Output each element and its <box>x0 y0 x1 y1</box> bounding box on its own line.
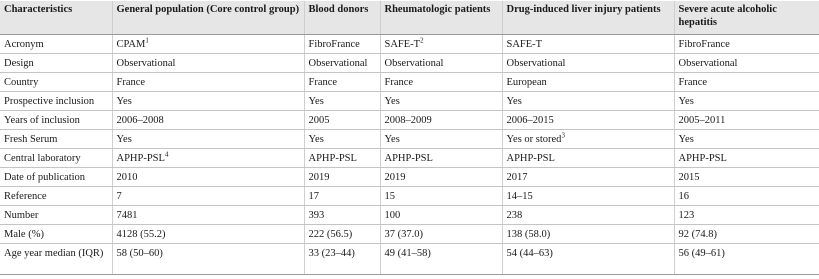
table-cell <box>380 224 502 243</box>
cell-value: 100 <box>384 209 401 221</box>
table-cell <box>112 129 304 148</box>
cell-value: Yes <box>384 95 400 107</box>
cell-value: Yes <box>116 95 132 107</box>
header-rheumatologic-patients: Rheumatologic patients <box>380 1 502 34</box>
table-row <box>0 91 819 110</box>
table-cell <box>380 110 502 129</box>
table-cell <box>304 205 380 224</box>
cell-value: 2005 <box>308 114 330 126</box>
table-cell <box>304 186 380 205</box>
header-general-population: General population (Core control group) <box>112 1 304 34</box>
table-cell <box>502 148 674 167</box>
table-cell <box>112 167 304 186</box>
cell-value: FibroFrance <box>308 38 360 50</box>
cell-value: 2006–2008 <box>116 114 164 126</box>
cell-value: Yes <box>506 95 522 107</box>
row-label: Prospective inclusion <box>0 91 112 110</box>
cell-value: 4128 (55.2) <box>116 228 166 240</box>
cell-value: 222 (56.5) <box>308 228 353 240</box>
table-row <box>0 72 819 91</box>
table-row <box>0 53 819 72</box>
cell-value: Yes <box>308 95 324 107</box>
table-cell <box>674 224 819 243</box>
cell-value: 2019 <box>384 171 406 183</box>
table-cell <box>304 167 380 186</box>
footnote-marker: 1 <box>145 36 149 44</box>
cell-value: Yes <box>384 133 400 145</box>
table-cell <box>674 72 819 91</box>
cell-value: 7 <box>116 190 122 202</box>
row-label: Age year median (IQR) <box>0 243 112 274</box>
cell-value: European <box>506 76 547 88</box>
table-cell <box>502 243 674 274</box>
row-label: Central laboratory <box>0 148 112 167</box>
table-cell <box>380 91 502 110</box>
row-label: Date of publication <box>0 167 112 186</box>
table-cell <box>112 186 304 205</box>
cell-value: 56 (49–61) <box>678 247 725 259</box>
footnote-marker: 3 <box>561 131 565 139</box>
cell-value: France <box>384 76 414 88</box>
table-cell <box>674 91 819 110</box>
table-cell <box>674 34 819 53</box>
cell-value: 7481 <box>116 209 138 221</box>
cell-value: Yes <box>116 133 132 145</box>
cell-value: Observational <box>116 57 176 69</box>
table-body <box>0 34 819 274</box>
cell-value: France <box>308 76 338 88</box>
table-cell <box>674 167 819 186</box>
table-cell <box>112 148 304 167</box>
table-cell <box>674 148 819 167</box>
table-cell <box>304 91 380 110</box>
table-cell <box>502 53 674 72</box>
table-cell <box>304 53 380 72</box>
cell-value: Yes <box>678 133 694 145</box>
footnote-marker: 4 <box>164 150 169 158</box>
cell-value: Observational <box>506 57 566 69</box>
cell-value: 238 <box>506 209 523 221</box>
table-row <box>0 148 819 167</box>
row-label: Country <box>0 72 112 91</box>
table-row <box>0 129 819 148</box>
cell-value: Yes <box>678 95 694 107</box>
row-label: Reference <box>0 186 112 205</box>
cell-value: Observational <box>308 57 368 69</box>
table-cell <box>674 110 819 129</box>
table-cell <box>304 224 380 243</box>
cell-value: 2017 <box>506 171 528 183</box>
cell-value: 138 (58.0) <box>506 228 551 240</box>
table-cell <box>112 91 304 110</box>
table-cell <box>380 167 502 186</box>
row-label: Years of inclusion <box>0 110 112 129</box>
table-cell <box>380 72 502 91</box>
cell-value: Observational <box>678 57 738 69</box>
table-cell <box>674 205 819 224</box>
table-cell <box>502 167 674 186</box>
header-blood-donors: Blood donors <box>304 1 380 34</box>
cell-value: APHP-PSL <box>308 152 357 164</box>
characteristics-table <box>0 1 819 275</box>
table-cell <box>112 72 304 91</box>
header-severe-acute-alcoholic-hepatitis: Severe acute alcoholic hepatitis <box>674 1 819 34</box>
cell-value: APHP-PSL <box>678 152 727 164</box>
table-cell <box>112 224 304 243</box>
table-cell <box>674 243 819 274</box>
cell-value: 16 <box>678 190 689 202</box>
table-cell <box>112 205 304 224</box>
table-row <box>0 186 819 205</box>
table-row <box>0 205 819 224</box>
table-cell <box>502 72 674 91</box>
table-cell <box>502 205 674 224</box>
cell-value: France <box>116 76 146 88</box>
table-cell <box>112 53 304 72</box>
cell-value: Observational <box>384 57 444 69</box>
cell-value: APHP-PSL <box>116 152 165 164</box>
cell-value: France <box>678 76 708 88</box>
cell-value: 2010 <box>116 171 138 183</box>
table-row <box>0 167 819 186</box>
cell-value: SAFE-T <box>384 38 421 50</box>
cell-value: FibroFrance <box>678 38 730 50</box>
cell-value: 58 (50–60) <box>116 247 163 259</box>
header-characteristics: Characteristics <box>0 1 112 34</box>
table-cell <box>674 186 819 205</box>
table-cell <box>380 34 502 53</box>
table-cell <box>380 129 502 148</box>
row-label: Fresh Serum <box>0 129 112 148</box>
table-cell <box>112 34 304 53</box>
cell-value: 15 <box>384 190 395 202</box>
cell-value: 2006–2015 <box>506 114 554 126</box>
table-cell <box>304 72 380 91</box>
cell-value: 33 (23–44) <box>308 247 355 259</box>
table-cell <box>112 110 304 129</box>
table-cell <box>502 91 674 110</box>
cell-value: 37 (37.0) <box>384 228 423 240</box>
cell-value: 17 <box>308 190 319 202</box>
cell-value: 54 (44–63) <box>506 247 553 259</box>
cell-value: 2015 <box>678 171 700 183</box>
table-cell <box>380 243 502 274</box>
row-label: Design <box>0 53 112 72</box>
row-label: Acronym <box>0 34 112 53</box>
table-cell <box>674 129 819 148</box>
table-cell <box>380 53 502 72</box>
row-label: Male (%) <box>0 224 112 243</box>
table-cell <box>380 148 502 167</box>
table-cell <box>502 224 674 243</box>
cell-value: 2005–2011 <box>678 114 726 126</box>
cell-value: 2019 <box>308 171 330 183</box>
cell-value: 49 (41–58) <box>384 247 431 259</box>
table-row <box>0 110 819 129</box>
table-cell <box>502 186 674 205</box>
table-header <box>0 1 819 34</box>
cell-value: 92 (74.8) <box>678 228 717 240</box>
table-cell <box>674 53 819 72</box>
table-cell <box>304 110 380 129</box>
cell-value: 123 <box>678 209 695 221</box>
cell-value: CPAM <box>116 38 146 50</box>
table-cell <box>304 148 380 167</box>
table-cell <box>502 129 674 148</box>
table-row <box>0 243 819 274</box>
cell-value: Yes <box>308 133 324 145</box>
cell-value: 393 <box>308 209 325 221</box>
table-cell <box>502 34 674 53</box>
table-row <box>0 224 819 243</box>
table-cell <box>380 186 502 205</box>
header-row <box>0 1 819 34</box>
cell-value: APHP-PSL <box>506 152 555 164</box>
cell-value: SAFE-T <box>506 38 543 50</box>
table-cell <box>112 243 304 274</box>
table-cell <box>380 205 502 224</box>
table-cell <box>304 34 380 53</box>
cell-value: APHP-PSL <box>384 152 433 164</box>
cell-value: Yes or stored <box>506 133 562 145</box>
footnote-marker: 2 <box>420 36 424 44</box>
table-row <box>0 34 819 53</box>
table-cell <box>304 129 380 148</box>
cell-value: 2008–2009 <box>384 114 432 126</box>
row-label: Number <box>0 205 112 224</box>
table-cell <box>304 243 380 274</box>
cell-value: 14–15 <box>506 190 533 202</box>
table-cell <box>502 110 674 129</box>
header-drug-induced-liver-injury: Drug-induced liver injury patients <box>502 1 674 34</box>
